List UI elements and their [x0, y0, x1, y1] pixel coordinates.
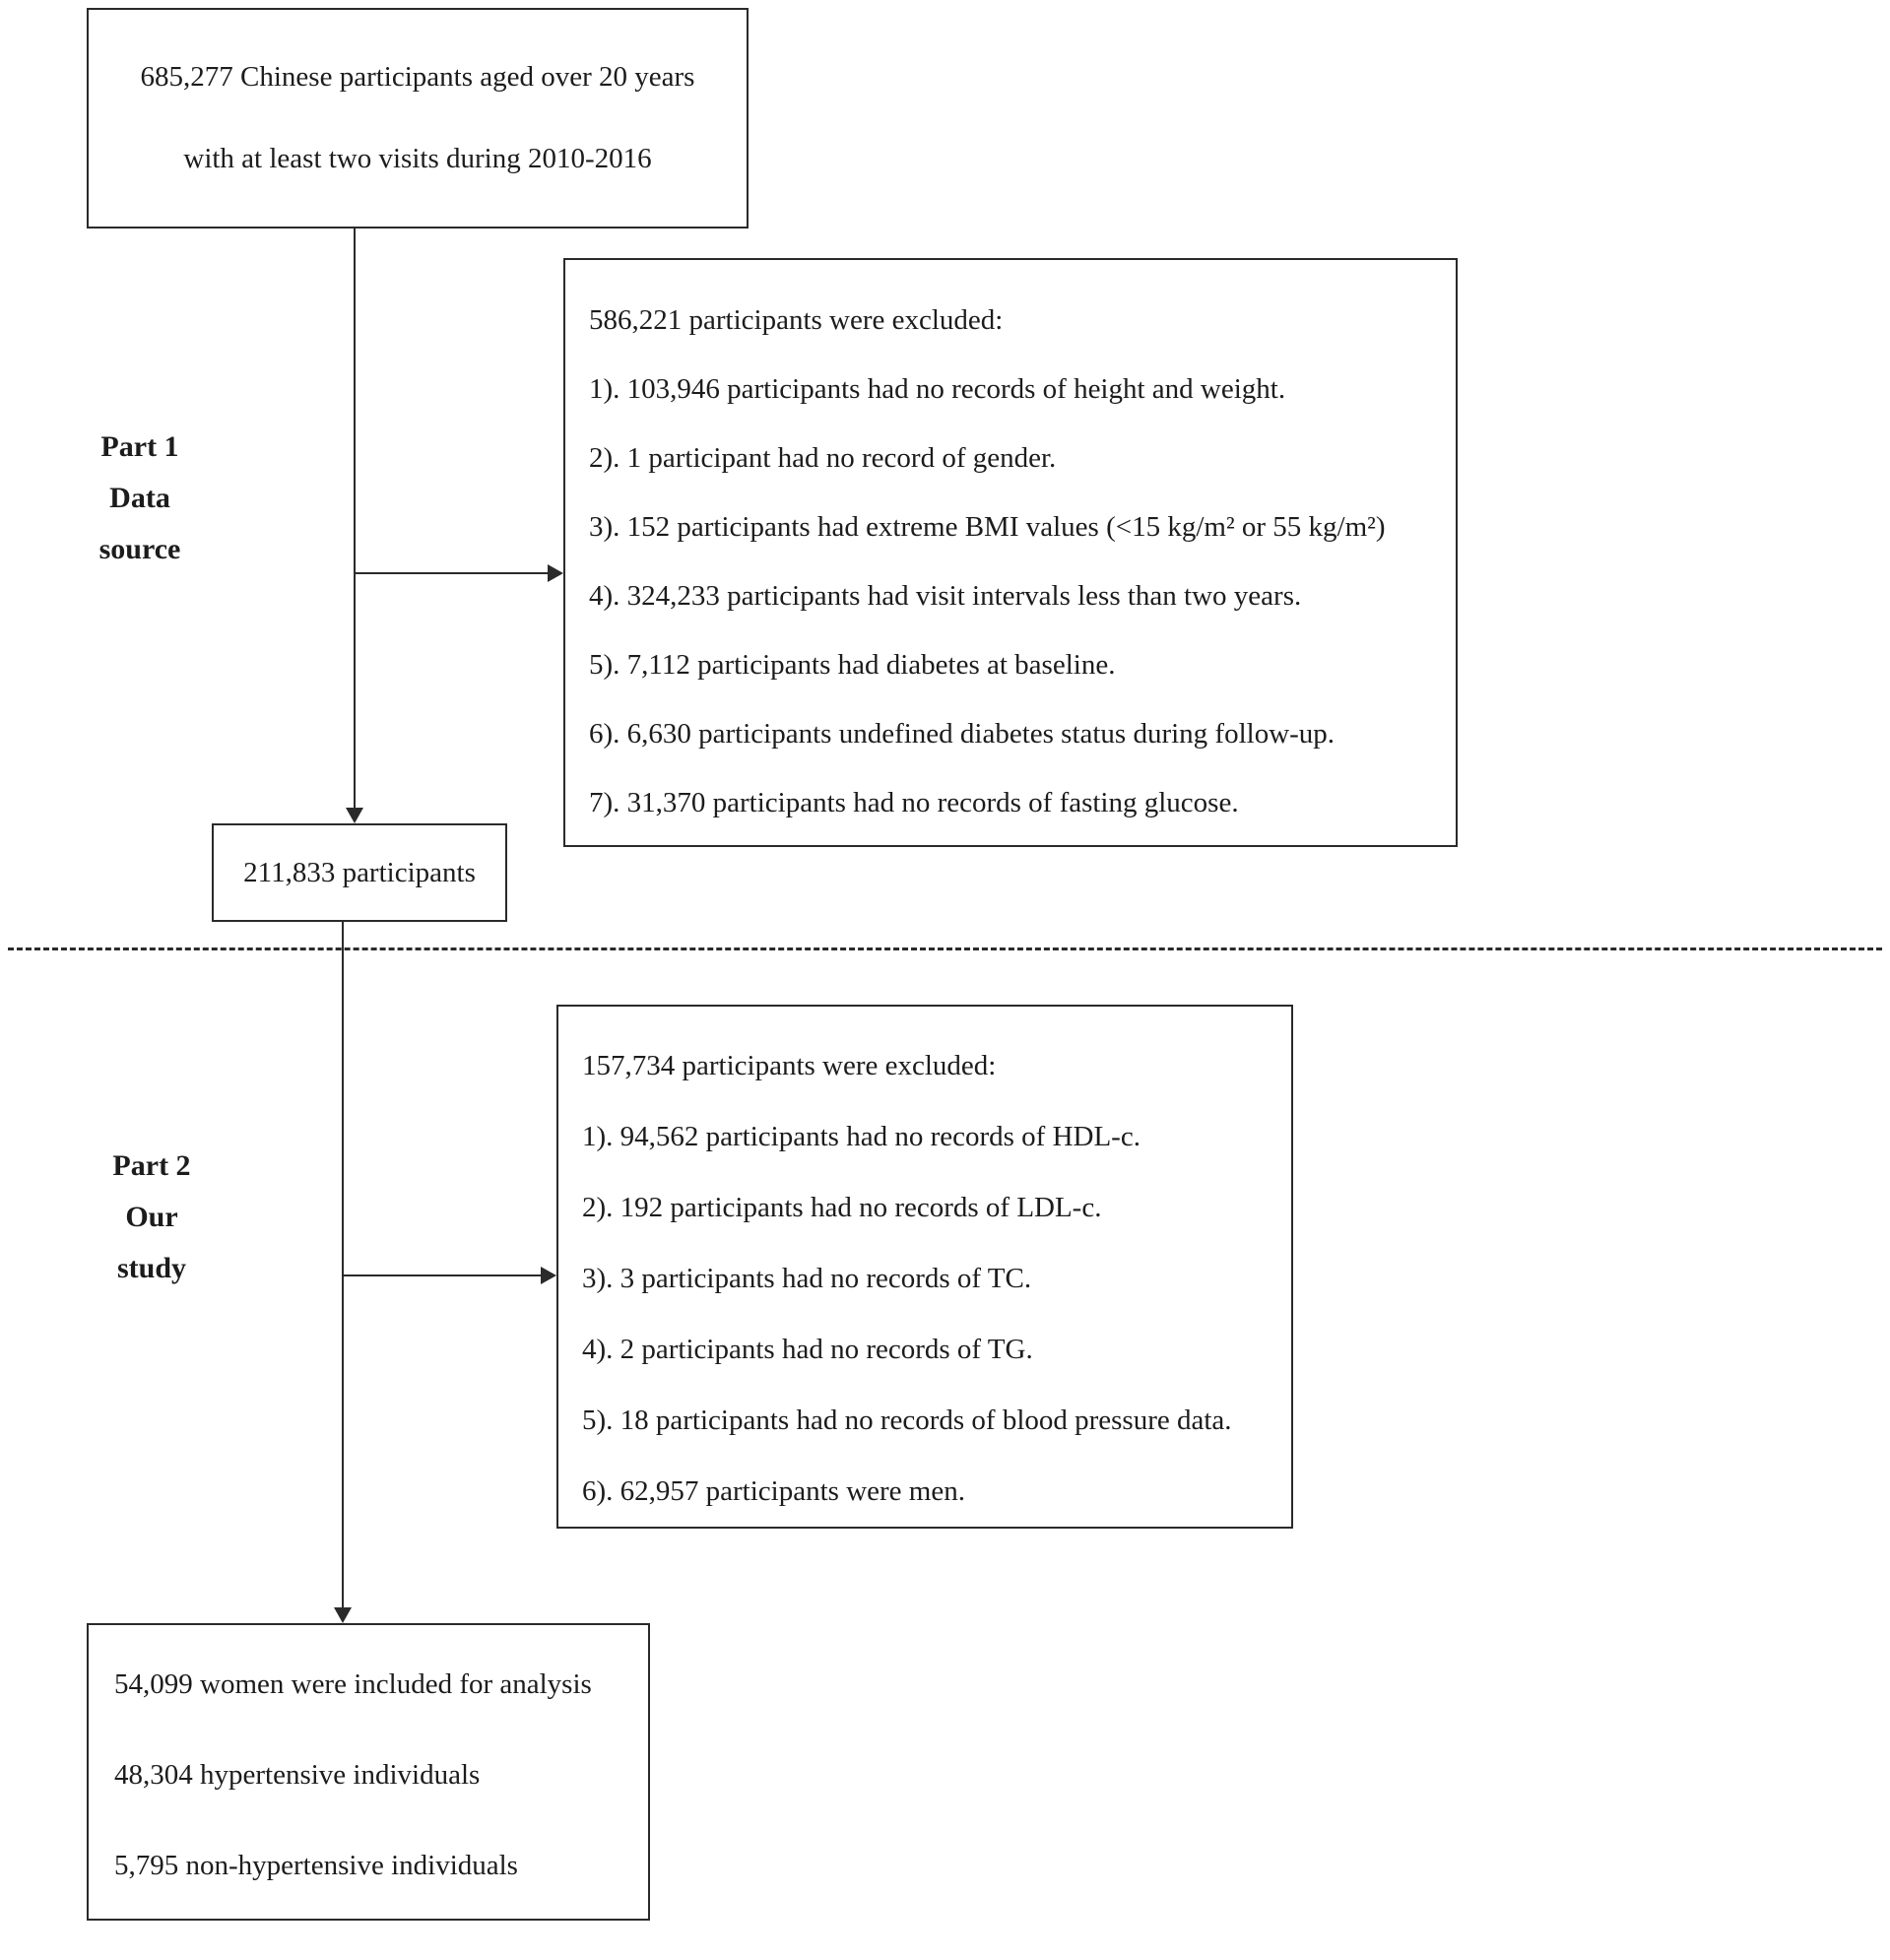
arrow-down-icon — [334, 1607, 352, 1623]
exclusion2-item: 2). 192 participants had no records of LDL-c. — [582, 1192, 1102, 1223]
final-analysis-line-1: 54,099 women were included for analysis — [114, 1668, 592, 1700]
exclusion2-item: 3). 3 participants had no records of TC. — [582, 1263, 1032, 1294]
flow-line-vertical-1 — [354, 229, 356, 816]
arrow-down-icon — [346, 808, 363, 823]
remaining-participants-label: 211,833 participants — [243, 856, 476, 888]
flow-line-horizontal-2 — [343, 1274, 543, 1276]
exclusion2-title: 157,734 participants were excluded: — [582, 1050, 997, 1081]
exclusion2-item: 4). 2 participants had no records of TG. — [582, 1334, 1033, 1365]
final-analysis-line-3: 5,795 non-hypertensive individuals — [114, 1850, 518, 1881]
exclusion-box-part2 — [556, 1005, 1293, 1529]
exclusion1-item: 5). 7,112 participants had diabetes at baseline. — [589, 649, 1116, 681]
part2-label-line-2: Our — [125, 1201, 178, 1233]
exclusion1-title: 586,221 participants were excluded: — [589, 304, 1004, 336]
source-population-line-1: 685,277 Chinese participants aged over 20 years — [140, 61, 695, 93]
section-divider-dashed — [8, 947, 1882, 950]
final-analysis-line-2: 48,304 hypertensive individuals — [114, 1759, 481, 1791]
part2-label-line-3: study — [116, 1252, 187, 1284]
part1-label-line-1: Part 1 — [100, 430, 179, 463]
part1-label — [61, 422, 219, 575]
arrow-right-icon — [541, 1267, 556, 1284]
flow-line-horizontal-1 — [355, 572, 550, 574]
part2-label — [73, 1141, 230, 1294]
exclusion2-item: 5). 18 participants had no records of blood pressure data. — [582, 1405, 1232, 1436]
arrow-right-icon — [548, 564, 563, 582]
source-population-line-2: with at least two visits during 2010-2016 — [183, 143, 652, 174]
exclusion2-item: 1). 94,562 participants had no records of HDL-c. — [582, 1121, 1141, 1152]
exclusion1-item: 7). 31,370 participants had no records of fasting glucose. — [589, 787, 1239, 818]
part2-label-line-1: Part 2 — [112, 1149, 191, 1182]
exclusion1-item: 3). 152 participants had extreme BMI values (<15 kg/m² or 55 kg/m²) — [589, 511, 1386, 543]
remaining-participants-box — [212, 823, 507, 922]
flow-line-vertical-2 — [342, 922, 344, 1615]
part1-label-line-3: source — [98, 533, 181, 565]
exclusion1-item: 6). 6,630 participants undefined diabetes status during follow-up. — [589, 718, 1336, 750]
part1-label-line-2: Data — [109, 482, 170, 514]
final-analysis-box — [87, 1623, 650, 1921]
exclusion-box-part1 — [563, 258, 1458, 847]
exclusion1-item: 1). 103,946 participants had no records of height and weight. — [589, 373, 1286, 405]
exclusion2-item: 6). 62,957 participants were men. — [582, 1475, 965, 1507]
source-population-box — [87, 8, 749, 229]
exclusion1-item: 4). 324,233 participants had visit intervals less than two years. — [589, 580, 1302, 612]
exclusion1-item: 2). 1 participant had no record of gender. — [589, 442, 1057, 474]
